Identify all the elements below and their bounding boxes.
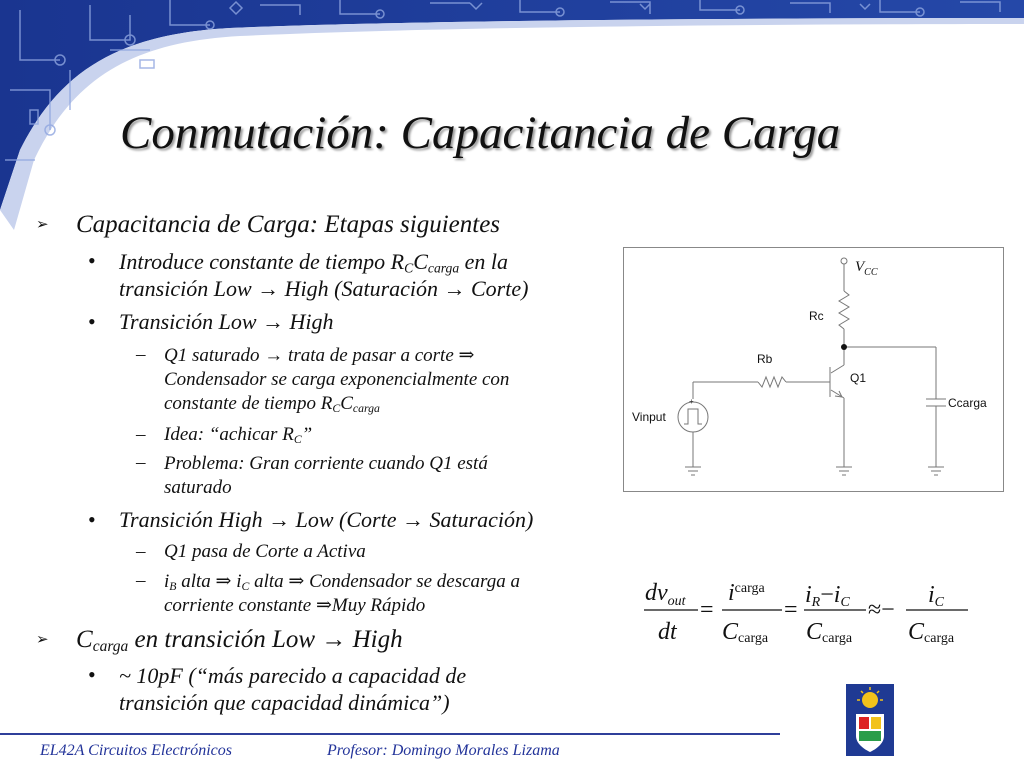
bullet-text-line: transición Low → High (Saturación → Corte)	[119, 276, 529, 301]
svg-text:icarga: $i^{carga}$	[728, 580, 765, 606]
bullet-text: Transición Low → High	[119, 309, 334, 334]
vcc-label: V	[855, 259, 865, 275]
dot-bullet-icon: •	[88, 248, 96, 273]
svg-text:=: =	[700, 597, 714, 623]
slide-title: Conmutación: Capacitancia de Carga	[120, 107, 841, 159]
current-equation	[640, 572, 980, 662]
svg-text:dt: dt	[658, 619, 677, 645]
dot-bullet-icon: •	[88, 309, 96, 334]
dot-bullet-icon: •	[88, 662, 96, 687]
ccarga-label: Ccarga	[948, 396, 987, 410]
q1-label: Q1	[850, 371, 867, 385]
svg-text:Ccarga: Ccarga	[722, 619, 769, 646]
bullet-text-line: Introduce constante de tiempo $R_CC_{carga}$ en la	[119, 249, 509, 276]
circuit-diagram	[623, 247, 1004, 492]
svg-text:iC: iC	[928, 582, 945, 610]
dash-bullet-icon: –	[136, 541, 146, 562]
footer-professor: Profesor: Domingo Morales Lizama	[327, 742, 560, 759]
dash-bullet-icon: –	[136, 344, 146, 365]
dash-bullet-icon: –	[136, 424, 146, 445]
dash-bullet-icon: –	[136, 452, 146, 473]
footer-course: EL42A Circuitos Electrónicos	[40, 742, 232, 759]
arrow-bullet-icon: ➢	[36, 217, 49, 233]
svg-text:Ccarga: Ccarga	[806, 619, 853, 646]
vinput-label: Vinput	[632, 410, 666, 424]
vcc-sub-label: CC	[864, 267, 878, 278]
dash-bullet-icon: –	[136, 570, 146, 591]
footer-divider	[0, 733, 780, 735]
svg-text:iR−iC: iR−iC	[805, 582, 850, 610]
university-logo-icon	[846, 684, 894, 756]
bullet-text: Transición High → Low (Corte → Saturación)	[119, 507, 534, 532]
rb-label: Rb	[757, 352, 773, 366]
svg-text:+: +	[689, 397, 694, 406]
rc-label: Rc	[809, 309, 824, 323]
svg-text:≈−: ≈−	[868, 597, 895, 623]
arrow-bullet-icon: ➢	[36, 632, 49, 648]
svg-text:=: =	[784, 597, 798, 623]
bullet-text: Capacitancia de Carga: Etapas siguientes	[76, 211, 501, 238]
dot-bullet-icon: •	[88, 507, 96, 532]
svg-text:dvout: $dv_{out}$	[645, 580, 686, 609]
svg-text:Ccarga: Ccarga	[908, 619, 955, 646]
